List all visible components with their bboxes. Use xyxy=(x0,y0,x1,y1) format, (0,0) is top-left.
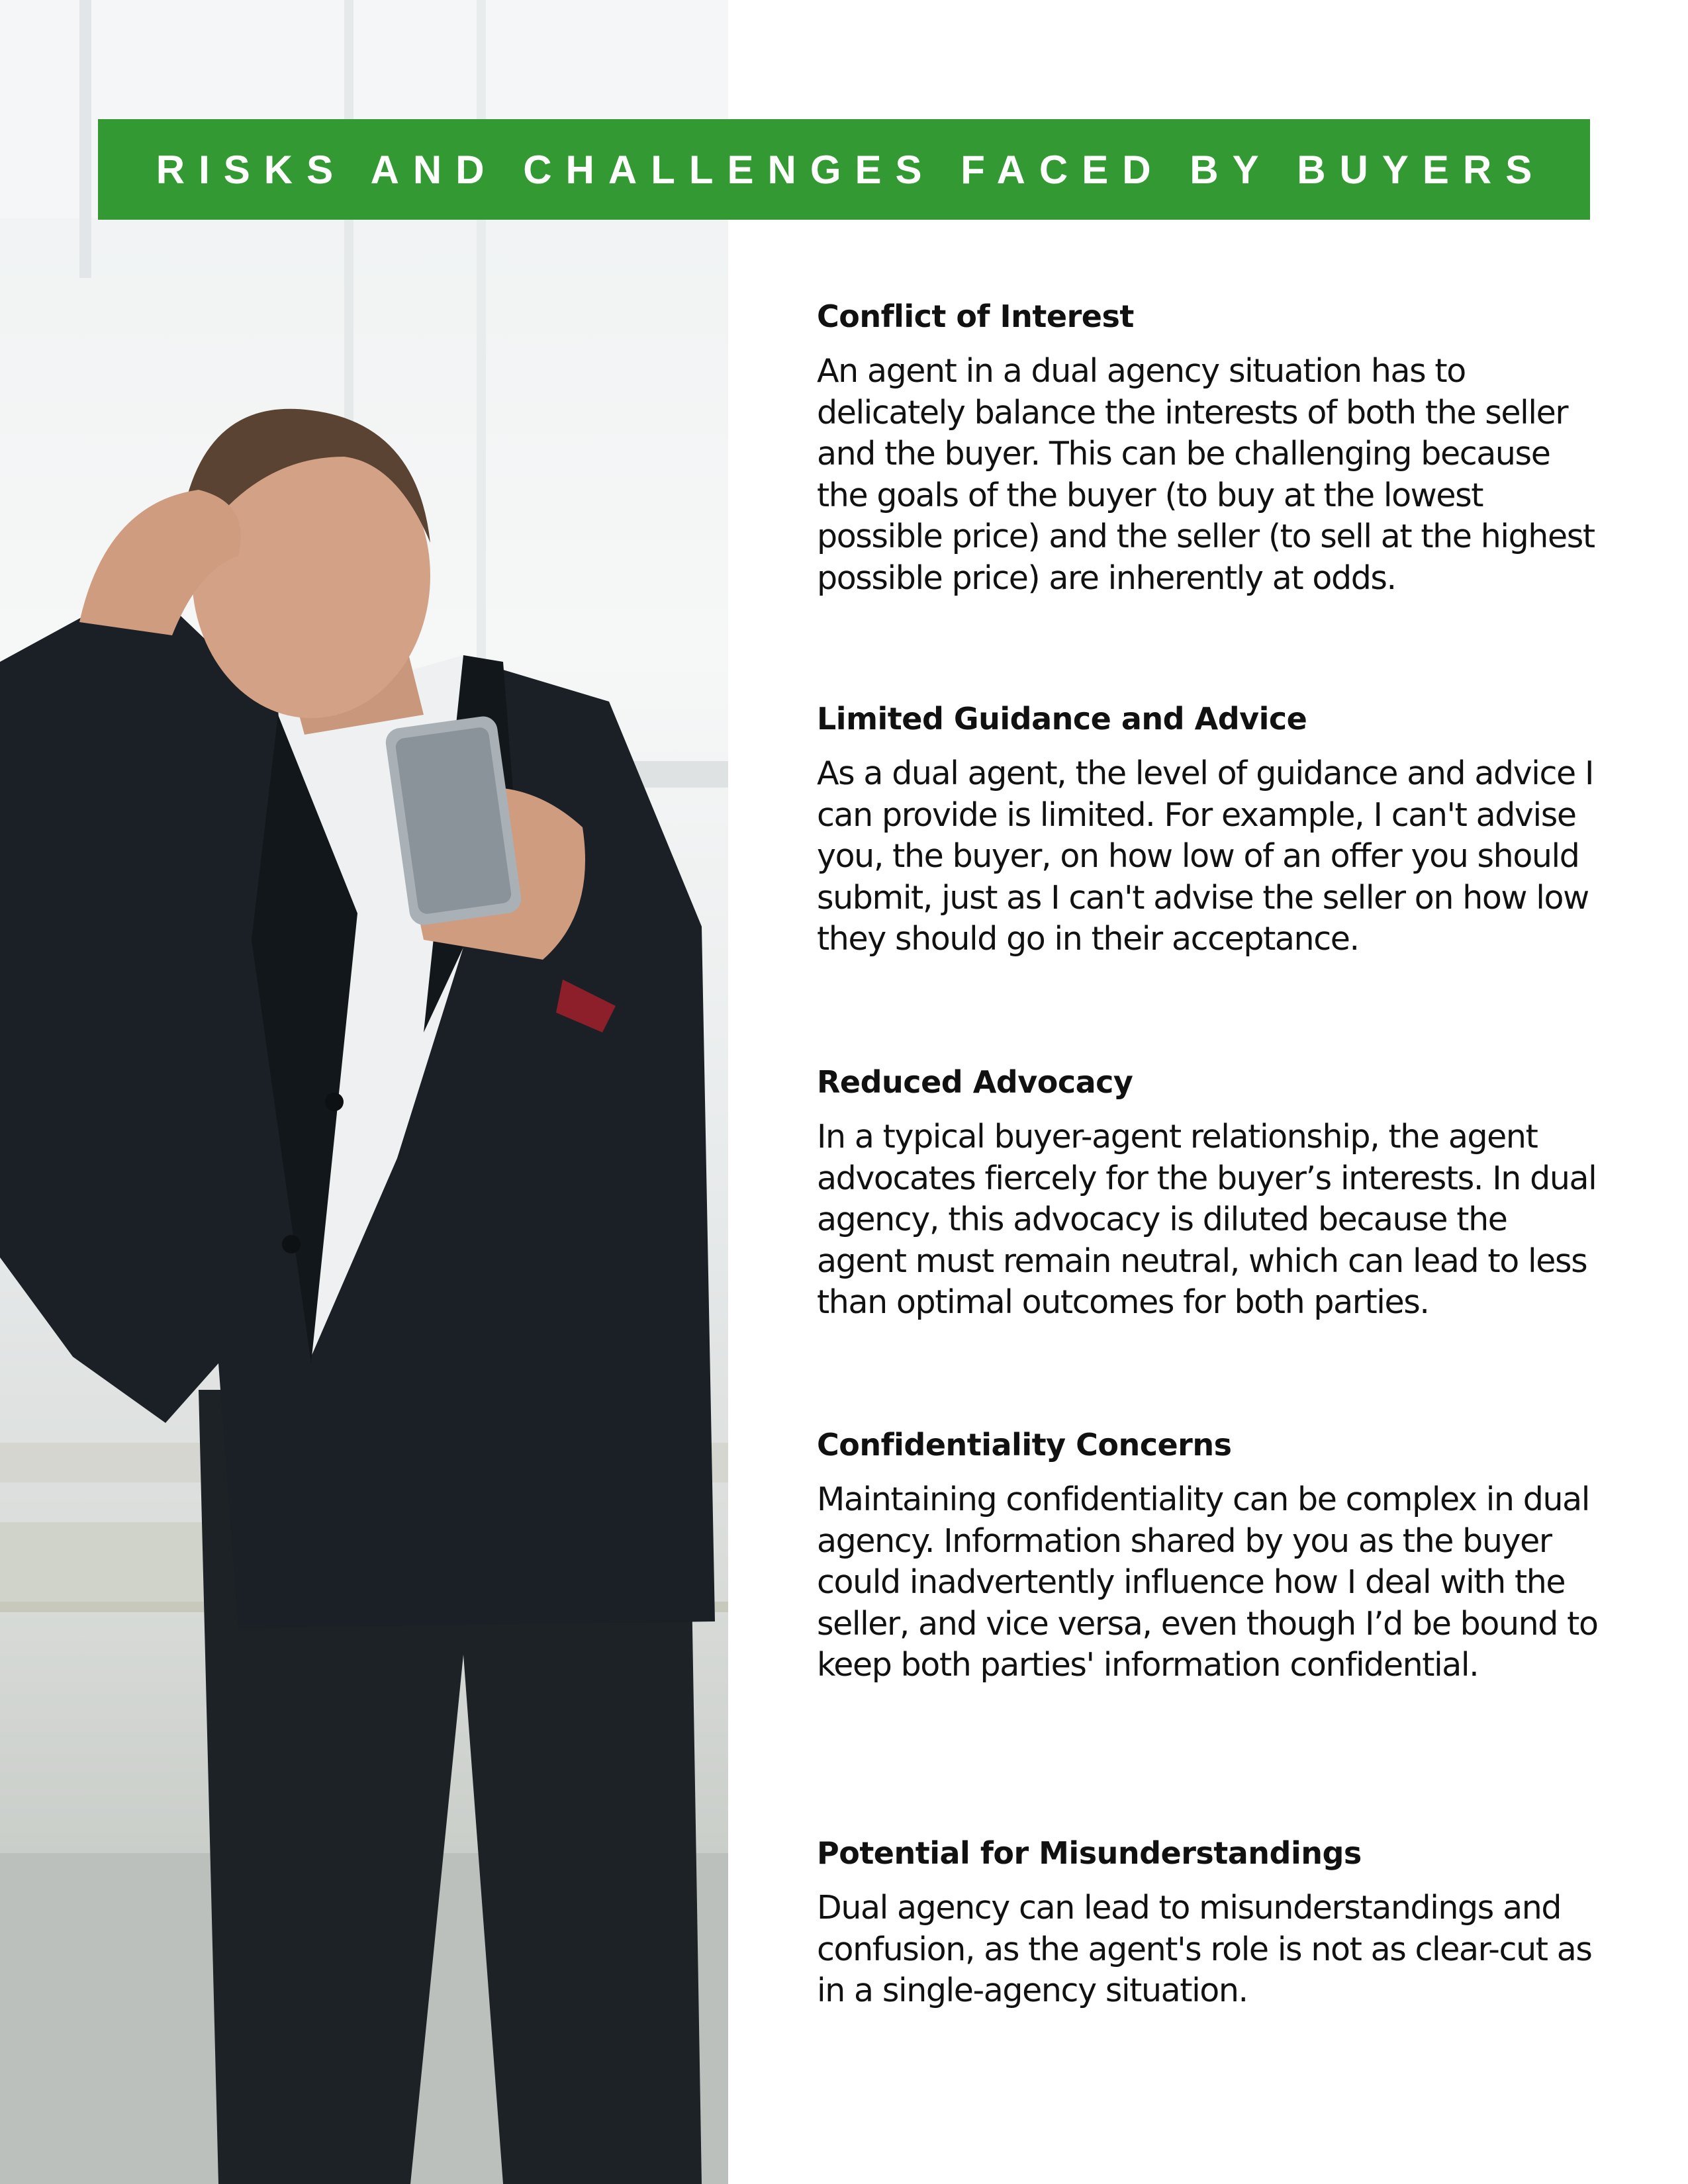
section-conflict-of-interest xyxy=(817,296,1598,599)
section-reduced-advocacy xyxy=(817,1062,1598,1324)
section-body: Maintaining confidentiality can be complex in dual agency. Information shared by you as the buyer could inadvertently influence how I deal with the seller, and vice versa, even though I’d be bound to keep both parties' information confidential. xyxy=(817,1480,1598,1684)
section-confidentiality xyxy=(817,1425,1598,1686)
section-heading: Conflict of Interest xyxy=(817,298,1134,334)
section-heading: Confidentiality Concerns xyxy=(817,1427,1232,1463)
section-limited-guidance xyxy=(817,699,1598,960)
page-title: RISKS AND CHALLENGES FACED BY BUYERS xyxy=(156,147,1546,192)
section-body: As a dual agent, the level of guidance and advice I can provide is limited. For example, I can't advise you, the buyer, on how low of an offer you should submit, just as I can't advise the seller on how low they should go in their acceptance. xyxy=(817,754,1594,958)
section-heading: Potential for Misunderstandings xyxy=(817,1835,1362,1871)
section-body: An agent in a dual agency situation has to delicately balance the interests of both the seller and the buyer. This can be challenging because the goals of the buyer (to buy at the lowest possible price) and the seller (to sell at the highest possible price) are inherently at odds. xyxy=(817,352,1595,597)
header-banner xyxy=(98,119,1590,220)
section-heading: Limited Guidance and Advice xyxy=(817,701,1307,737)
section-heading: Reduced Advocacy xyxy=(817,1064,1133,1100)
section-misunderstandings xyxy=(817,1833,1598,2012)
section-body: In a typical buyer-agent relationship, the agent advocates fiercely for the buyer’s interests. In dual agency, this advocacy is diluted because the agent must remain neutral, which can lead to less than optimal outcomes for both parties. xyxy=(817,1118,1597,1321)
stressed-businessman-photo xyxy=(0,0,728,2184)
section-body: Dual agency can lead to misunderstandings and confusion, as the agent's role is not as clear-cut as in a single-agency situation. xyxy=(817,1889,1592,2009)
